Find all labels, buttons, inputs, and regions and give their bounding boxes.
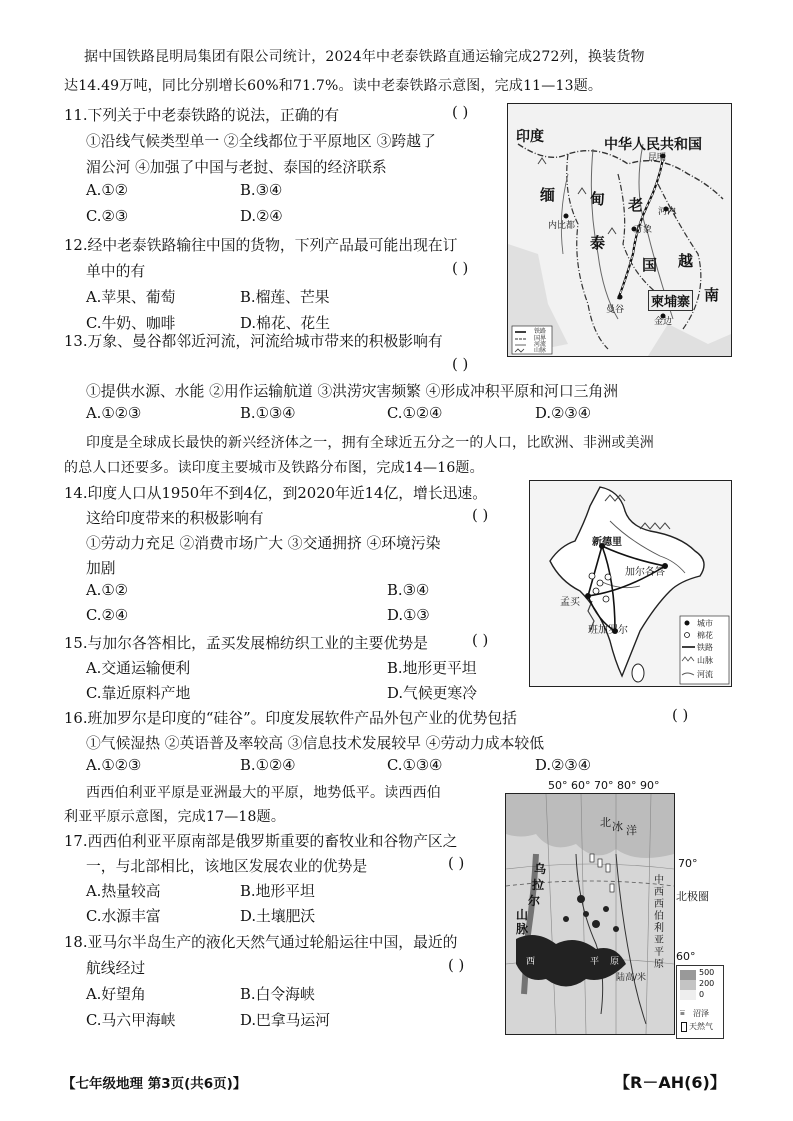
intro-paragraph-3-line-2: 利亚平原示意图，完成17—18题。 [64, 809, 286, 825]
map3-ural-4: 山 [516, 908, 529, 922]
map3-plain-vertical-label [654, 875, 666, 971]
map3-plain-char-6: 亚 [654, 935, 664, 946]
question-14-option-a[interactable]: A.①② [86, 582, 128, 599]
question-13-option-b[interactable]: B.①③④ [240, 405, 296, 422]
map1-label-cambodia: 柬埔寨 [648, 290, 693, 311]
question-11-option-d[interactable]: D.②④ [240, 208, 283, 225]
question-18-option-b[interactable]: B.白令海峡 [240, 986, 315, 1003]
question-12-option-c[interactable]: C.牛奶、咖啡 [86, 315, 176, 332]
question-11-option-a[interactable]: A.①② [86, 182, 128, 199]
question-14-option-c[interactable]: C.②④ [86, 607, 129, 624]
question-11-statements-line-1: ①沿线气候类型单一 ②全线都位于平原地区 ③跨越了 [86, 133, 436, 150]
map3-plain-char-4: 伯 [654, 911, 664, 922]
map3-west-label-1: 西 [526, 957, 536, 967]
legend-0: 0 [699, 990, 705, 999]
map2-legend-river: 河流 [697, 670, 713, 679]
legend-500: 500 [699, 968, 715, 977]
map2-label-new-delhi: 新德里 [592, 537, 622, 548]
question-13-statements: ①提供水源、水能 ②用作运输航道 ③洪涝灾害频繁 ④形成冲积平原和河口三角洲 [86, 383, 619, 400]
map3-ural-3: 尔 [528, 894, 541, 908]
question-15-answer-paren[interactable]: ( ) [472, 632, 489, 649]
map3-arctic-circle-label: 北极圈 [676, 890, 709, 903]
question-15-option-b[interactable]: B.地形更平坦 [387, 660, 477, 677]
map3-lat-60: 60° [676, 950, 696, 963]
map1-label-india: 印度 [516, 129, 544, 145]
question-16-option-c[interactable]: C.①③④ [387, 757, 443, 774]
question-14-answer-paren[interactable]: ( ) [472, 507, 489, 524]
question-14-option-d[interactable]: D.①③ [387, 607, 430, 624]
question-18-option-c[interactable]: C.马六甲海峡 [86, 1012, 176, 1029]
map3-lat-70: 70° [678, 857, 698, 870]
map1-legend-railway: 铁路 [534, 328, 547, 335]
map1-label-vietnam-1: 越 [678, 252, 694, 270]
map3-plain-char-2: 西 [654, 887, 664, 898]
west-siberian-plain-map [505, 793, 675, 1035]
map3-legend-elevation-title: 陆高/米 [616, 973, 647, 983]
question-11-answer-paren[interactable]: ( ) [452, 104, 469, 121]
question-17-option-c[interactable]: C.水源丰富 [86, 908, 161, 925]
intro-paragraph-1-line-2: 达14.49万吨，同比分别增长60%和71.7%。读中老泰铁路示意图，完成11—13题。 [64, 78, 603, 94]
sino-lao-thai-railway-map [507, 103, 732, 357]
map1-label-vietnam-2: 南 [704, 286, 720, 304]
intro-paragraph-2-line-1: 印度是全球成长最快的新兴经济体之一，拥有全球近五分之一的人口，比欧洲、非洲或美洲 [86, 435, 654, 451]
question-18-option-d[interactable]: D.巴拿马运河 [240, 1012, 331, 1029]
question-16-option-b[interactable]: B.①②④ [240, 757, 296, 774]
question-16-option-a[interactable]: A.①②③ [86, 757, 142, 774]
map3-ural-1: 乌 [534, 862, 547, 876]
india-cities-railway-map [529, 480, 732, 687]
map1-label-myanmar-1: 缅 [540, 186, 556, 204]
intro-paragraph-3-line-1: 西西伯利亚平原是亚洲最大的平原，地势低平。读西西伯 [86, 785, 441, 801]
legend-swatch-200 [680, 980, 696, 990]
question-13-stem: 13.万象、曼谷都邻近河流，河流给城市带来的积极影响有 [64, 333, 443, 350]
question-15-stem: 15.与加尔各答相比，孟买发展棉纺织工业的主要优势是 [64, 635, 428, 652]
intro-paragraph-1-line-1: 据中国铁路昆明局集团有限公司统计，2024年中老泰铁路直通运输完成272列，换装货物 [84, 49, 645, 65]
map1-legend-mountain: 山脉 [534, 347, 547, 354]
map2-legend-city: 城市 [697, 619, 713, 628]
map1-label-phnompenh: 金边 [654, 317, 673, 327]
map1-legend-border: 国界 [534, 335, 547, 342]
map3-ural-5: 脉 [516, 922, 529, 936]
map3-label-ocean-2: 冰 [612, 820, 623, 833]
question-12-stem-line-2: 单中的有 [86, 263, 146, 280]
map1-label-kunming: 昆明 [648, 153, 667, 163]
question-11-option-c[interactable]: C.②③ [86, 208, 129, 225]
legend-swatch-500 [680, 970, 696, 980]
map3-plain-char-8: 原 [654, 959, 664, 970]
question-14-statements-line-1: ①劳动力充足 ②消费市场广大 ③交通拥挤 ④环境污染 [86, 535, 441, 552]
map1-label-naypyidaw: 内比都 [548, 221, 576, 231]
question-18-stem-line-2: 航线经过 [86, 960, 146, 977]
map1-label-hanoi: 河内 [658, 207, 677, 217]
question-16-statements: ①气候湿热 ②英语普及率较高 ③信息技术发展较早 ④劳动力成本较低 [86, 735, 545, 752]
map2-label-bangalore: 班加罗尔 [588, 625, 628, 636]
map1-label-thailand-2: 国 [642, 256, 658, 274]
map1-label-laos: 老 [628, 196, 644, 214]
question-13-option-a[interactable]: A.①②③ [86, 405, 142, 422]
map1-label-myanmar-2: 甸 [590, 190, 606, 208]
map3-west-label-2: 平 [590, 957, 600, 967]
question-16-answer-paren[interactable]: ( ) [672, 707, 689, 724]
question-18-stem: 18.亚马尔半岛生产的液化天然气通过轮船运往中国，最近的 [64, 934, 458, 951]
question-14-statements-line-2: 加剧 [86, 560, 116, 577]
intro-paragraph-2-line-2: 的总人口还要多。读印度主要城市及铁路分布图，完成14—16题。 [64, 460, 484, 476]
question-18-answer-paren[interactable]: ( ) [448, 957, 465, 974]
map3-longitude-labels: 50° 60° 70° 80° 90° [548, 779, 660, 792]
siberia-map-graphic [506, 794, 674, 1034]
map1-label-bangkok: 曼谷 [606, 305, 625, 315]
question-14-stem: 14.印度人口从1950年不到4亿，到2020年近14亿，增长迅速。 [64, 485, 488, 502]
question-13-option-d[interactable]: D.②③④ [535, 405, 591, 422]
question-17-stem: 17.西西伯利亚平原南部是俄罗斯重要的畜牧业和谷物产区之 [64, 833, 458, 850]
map3-elevation-legend [676, 965, 724, 1039]
map3-label-ocean-1: 北 [600, 816, 611, 829]
footer-page-info: 【七年级地理 第3页(共6页)】 [62, 1076, 247, 1092]
question-17-option-d[interactable]: D.土壤肥沃 [240, 908, 316, 925]
legend-200: 200 [699, 979, 715, 988]
question-17-option-a[interactable]: A.热量较高 [86, 883, 161, 900]
question-11-stem: 11.下列关于中老泰铁路的说法，正确的有 [64, 107, 340, 124]
map3-plain-char-7: 平 [654, 947, 664, 958]
map3-plain-char-1: 中 [654, 875, 664, 886]
question-12-answer-paren[interactable]: ( ) [452, 260, 469, 277]
question-12-option-d[interactable]: D.棉花、花生 [240, 315, 331, 332]
map1-legend-river: 河流 [534, 341, 547, 348]
map2-legend-railway: 铁路 [697, 643, 713, 652]
question-17-option-b[interactable]: B.地形平坦 [240, 883, 315, 900]
map3-west-label-3: 原 [610, 957, 620, 967]
map3-plain-char-3: 西 [654, 899, 664, 910]
map1-label-china: 中华人民共和国 [604, 137, 702, 153]
map3-plain-char-5: 利 [654, 923, 664, 934]
map2-label-mumbai: 孟买 [560, 597, 580, 608]
map1-label-thailand-1: 泰 [590, 234, 606, 252]
question-11-statements-line-2: 湄公河 ④加强了中国与老挝、泰国的经济联系 [86, 159, 387, 176]
legend-swamp: 沼泽 [693, 1009, 709, 1018]
map2-legend-cotton: 棉花 [697, 631, 713, 640]
question-18-option-a[interactable]: A.好望角 [86, 986, 146, 1003]
footer-exam-code: 【R－AH(6)】 [614, 1073, 726, 1092]
legend-gas: 天然气 [689, 1022, 713, 1031]
map2-label-kolkata: 加尔各答 [625, 567, 665, 578]
question-13-answer-paren[interactable]: ( ) [452, 356, 469, 373]
question-13-option-c[interactable]: C.①②④ [387, 405, 443, 422]
question-12-stem: 12.经中老泰铁路输往中国的货物，下列产品最可能出现在订 [64, 237, 458, 254]
question-16-stem: 16.班加罗尔是印度的“硅谷”。印度发展软件产品外包产业的优势包括 [64, 710, 517, 727]
question-11-option-b[interactable]: B.③④ [240, 182, 283, 199]
question-17-answer-paren[interactable]: ( ) [448, 855, 465, 872]
legend-swatch-0 [680, 990, 696, 1000]
map1-label-vientiane: 万象 [634, 225, 653, 235]
question-14-stem-line-2: 这给印度带来的积极影响有 [86, 510, 264, 527]
question-15-option-a[interactable]: A.交通运输便利 [86, 660, 191, 677]
swamp-icon: ⩸ [680, 1008, 685, 1017]
question-12-option-b[interactable]: B.榴莲、芒果 [240, 289, 330, 306]
map3-label-ocean-3: 洋 [626, 824, 637, 837]
map2-legend-mountain: 山脉 [697, 656, 713, 665]
question-14-option-b[interactable]: B.③④ [387, 582, 430, 599]
question-17-stem-line-2: 一，与北部相比，该地区发展农业的优势是 [86, 858, 368, 875]
question-12-option-a[interactable]: A.苹果、葡萄 [86, 289, 176, 306]
map3-ural-2: 拉 [532, 878, 545, 892]
natural-gas-icon [681, 1022, 687, 1032]
question-16-option-d[interactable]: D.②③④ [535, 757, 591, 774]
question-15-option-d[interactable]: D.气候更寒冷 [387, 685, 478, 702]
question-15-option-c[interactable]: C.靠近原料产地 [86, 685, 191, 702]
